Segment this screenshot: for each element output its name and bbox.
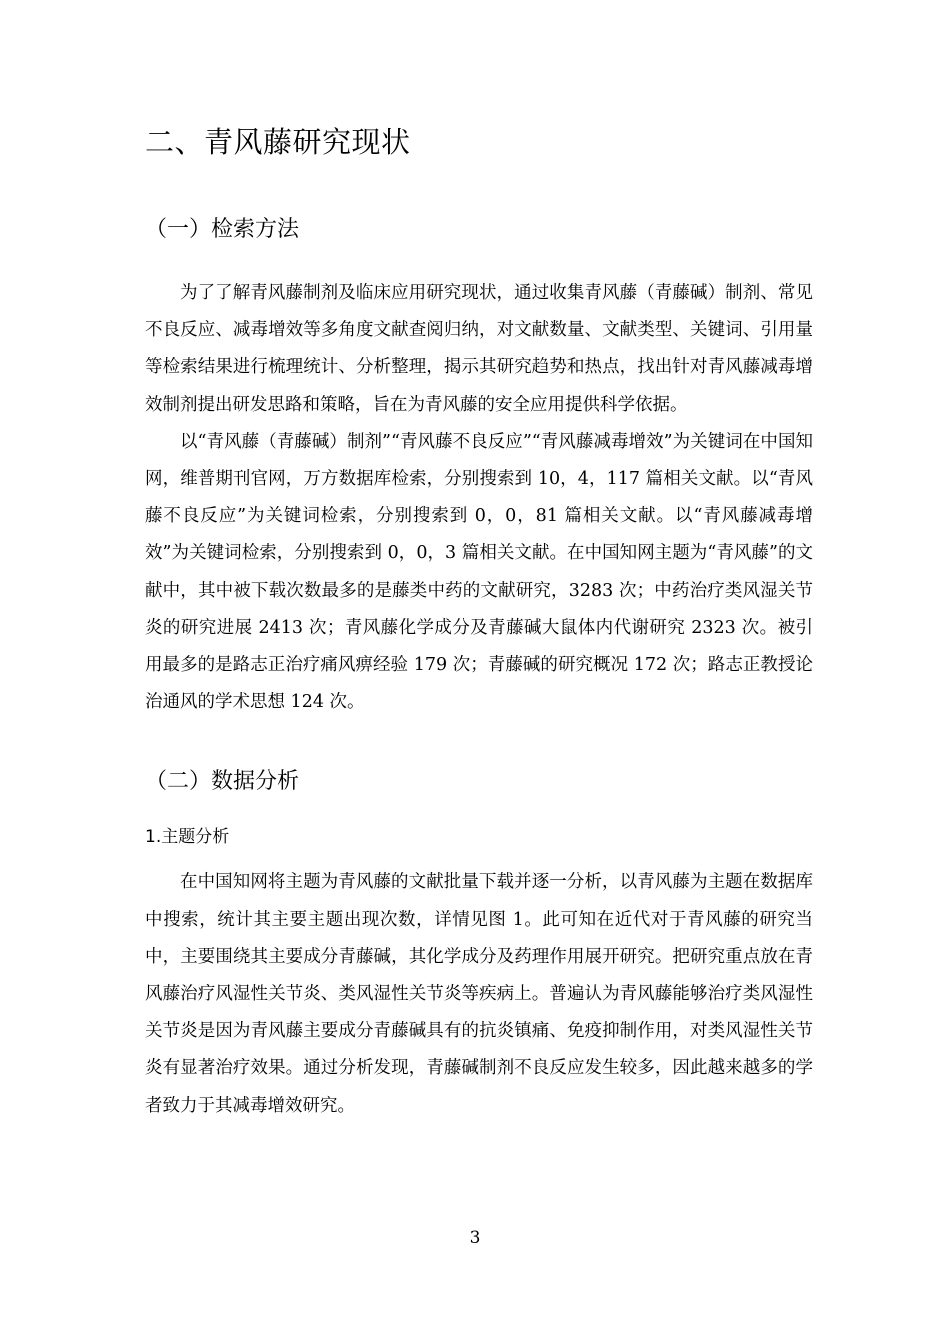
subsection-title-data-analysis: （二）数据分析 — [145, 769, 300, 795]
subsection-title-search-method: （一）检索方法 — [145, 217, 300, 242]
paragraph-topic-analysis: 在中国知网将主题为青风藤的文献批量下载并逐一分析，以青风藤为主题在数据库中搜索，统计其主要主题出现次数，详情见图 1。此可知在近代对于青风藤的研究当中，主要围绕其主要成分青藤碱，其化学成分及药理作用展开研究。把研究重点放在青风藤治疗风湿性关节炎、类风湿性关节炎等疾病上。普遍认为青风藤能够治疗类风湿性关节炎是因为青风藤主要成分青藤碱具有的抗炎镇痛、免疫抑制作用，对类风湿性关节炎有显著治疗效果。通过分析发现，青藤碱制剂不良反应发生较多，因此越来越多的学者致力于其减毒增效研究。 — [145, 872, 813, 1116]
section-title: 二、青风藤研究现状 — [145, 125, 411, 159]
paragraph-search-purpose: 为了了解青风藤制剂及临床应用研究现状，通过收集青风藤（青藤碱）制剂、常见不良反应、减毒增效等多角度文献查阅归纳，对文献数量、文献类型、关键词、引用量等检索结果进行梳理统计、分析整理，揭示其研究趋势和热点，找出针对青风藤减毒增效制剂提出研发思路和策略，旨在为青风藤的安全应用提供科学依据。 — [145, 283, 813, 415]
paragraph-search-results: 以“青风藤（青藤碱）制剂”“青风藤不良反应”“青风藤减毒增效”为关键词在中国知网，维普期刊官网，万方数据库检索，分别搜索到 10，4，117 篇相关文献。以“青风藤不良反应”为关键词检索，分别搜索到 0，0，81 篇相关文献。以“青风藤减毒增效”为关键词检索，分别搜索到 0，0，3 篇相关文献。在中国知网主题为“青风藤”的文献中，其中被下载次数最多的是藤类中药的文献研究，3283 次；中药治疗类风湿关节炎的研究进展 2413 次；青风藤化学成分及青藤碱大鼠体内代谢研究 2323 次。被引用最多的是路志正治疗痛风痹经验 179 次；青藤碱的研究概况 172 次；路志正教授论治通风的学术思想 124 次。 — [145, 431, 813, 713]
page-number: 3 — [469, 1228, 481, 1248]
page-content — [145, 118, 813, 1125]
minor-title-topic-analysis: 1.主题分析 — [145, 827, 230, 848]
